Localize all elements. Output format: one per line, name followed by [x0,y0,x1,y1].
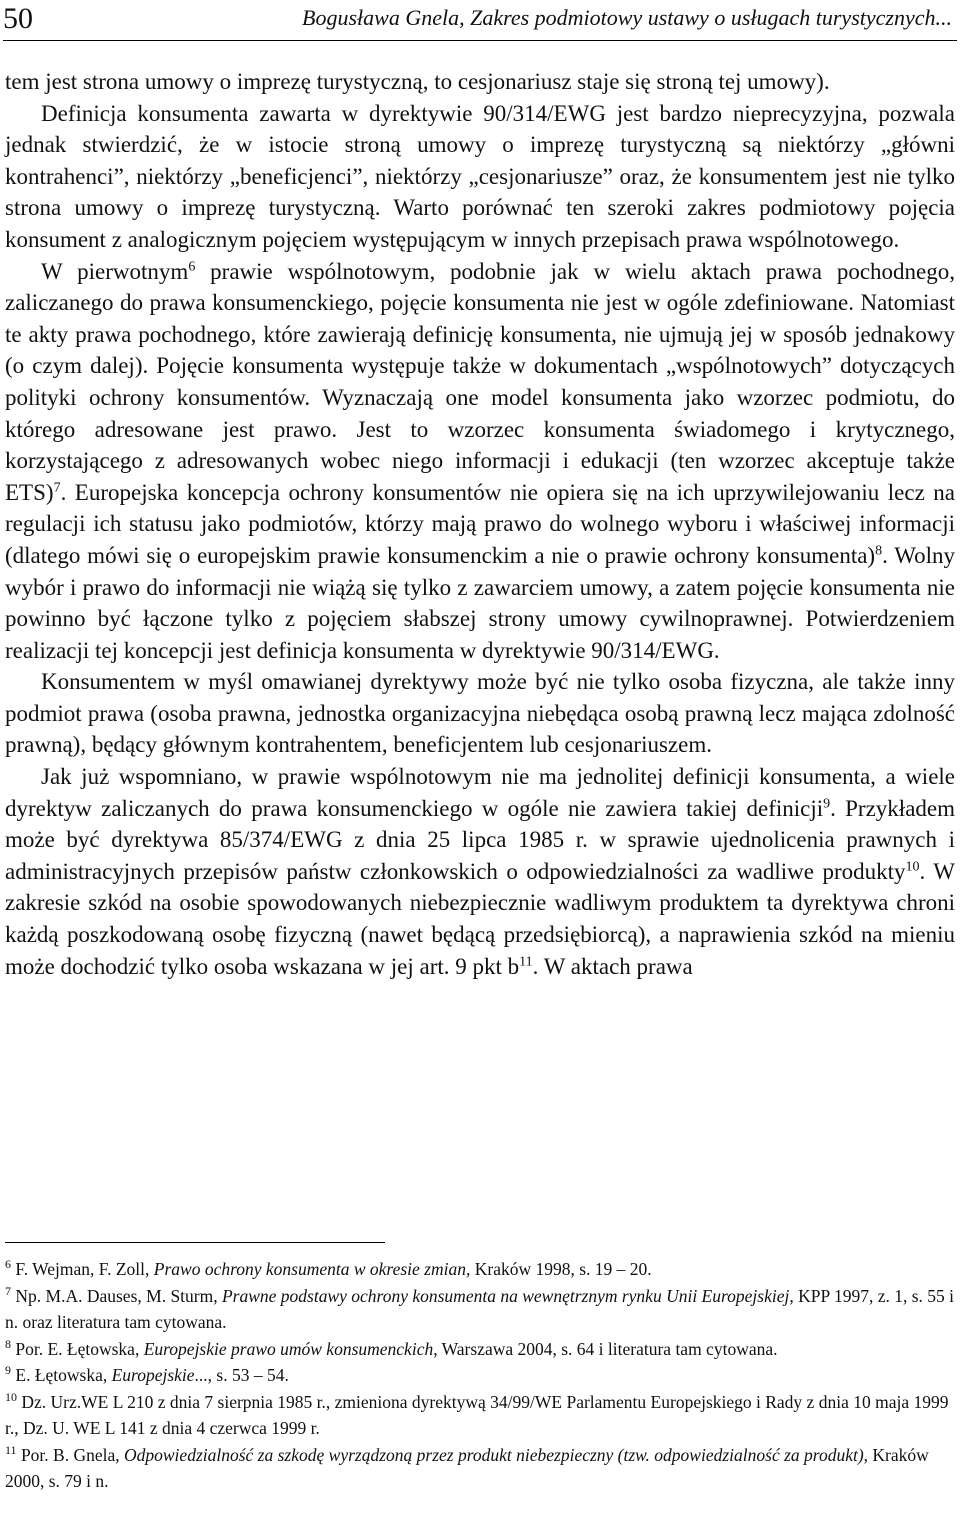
page-number: 50 [3,2,33,35]
footnote: $^7$ Np. M.A. Dauses, M. Sturm, Prawne podstawy ochrony konsumenta na wewnętrznym rynku Unii Europejskiej, KPP 1997, z. 1, s. 55 i n. oraz literatura tam cytowana. [5,1283,955,1332]
footnote-ref[interactable]: 8 [875,543,883,559]
page-header [3,0,958,40]
footnote-ref[interactable]: 9 [823,796,831,811]
paragraph: tem jest strona umowy o imprezę turystyczną, to cesjonariusz staje się stroną tej umowy). [5,69,830,94]
running-title: Bogusława Gnela, Zakres podmiotowy ustawy o usługach turystycznych... [302,5,952,30]
footnote: $^{10}$ Dz. Urz.WE L 210 z dnia 7 sierpnia 1985 r., zmieniona dyrektywą 34/99/WE Parlamentu Europejskiego i Rady z dnia 10 maja 1999 r., Dz. U. WE L 141 z dnia 4 czerwca 1999 r. [5,1389,949,1438]
footnote-ref[interactable]: 10 [905,859,920,875]
body-text [5,66,955,982]
paragraph: Definicja konsumenta zawarta w dyrektywie 90/314/EWG jest bardzo nieprecyzyjna, pozwala jednak stwierdzić, że w istocie stroną umowy o imprezę turystyczną są niektórzy „główni kontrahenci”, niektórzy „beneficjenci”, niektórzy „cesjonariusze” oraz, że konsumentem jest nie tylko strona umowy o imprezę turystyczną. Warto porównać ten szeroki zakres podmiotowy pojęcia konsument z analogicznym pojęciem występującym w innych przepisach prawa wspólnotowego. [5,100,955,252]
footnote: $^{11}$ Por. B. Gnela, Odpowiedzialność za szkodę wyrządzoną przez produkt niebezpieczny (tzw. odpowiedzialność za produkt), Kraków 2000, s. 79 i n. [5,1442,929,1491]
footnote-separator [5,1242,385,1243]
footnote: $^9$ E. Łętowska, Europejskie..., s. 53 – 54. [5,1363,289,1385]
paragraph: Jak już wspomniano, w prawie wspólnotowym nie ma jednolitej definicji konsumenta, a wiele dyrektyw zaliczanych do prawa konsumenckiego w ogóle nie zawiera takiej definicji$^9$. Przykładem może być dyrektywa 85/374/EWG z dnia 25 lipca 1985 r. w sprawie ujednolicenia prawnych i administracyjnych przepisów państw członkowskich o odpowiedzialności za wadliwe produkty$^{10}$. W zakresie szkód na osobie spowodowanych niebezpiecznie wadliwym produktem ta dyrektywa chroni każdą poszkodowaną osobę fizyczną (nawet będącą przedsiębiorcą), a naprawienia szkód na mieniu może dochodzić tylko osoba wskazana w jej art. 9 pkt $b^{11}$. W aktach prawa [5,764,955,979]
paragraph: W pierwotnym$^6$ prawie wspólnotowym, podobnie jak w wielu aktach prawa pochodnego, zaliczanego do prawa konsumenckiego, pojęcie konsumenta nie jest w ogóle zdefiniowane. Natomiast te akty prawa pochodnego, które zawierają definicję konsumenta, nie ujmują jej w sposób jednakowy (o czym dalej). Pojęcie konsumenta występuje także w dokumentach „wspólnotowych” dotyczących polityki ochrony konsumentów. Wyznaczają one model konsumenta jako wzorzec podmiotu, do którego adresowane jest prawo. Jest to wzorzec konsumenta świadomego i krytycznego, korzystającego z adresowanych wobec niego informacji i edukacji (ten wzorzec akceptuje także ETS)$^7$. Europejska koncepcja ochrony konsumentów nie opiera się na ich uprzywilejowaniu lecz na regulacji ich statusu jako podmiotów, którzy mają prawo do wolnego wyboru i właściwej informacji (dlatego mówi się o europejskim prawie konsumenckim a nie o prawie ochrony konsumenta)$^8$. Wolny wybór i prawo do informacji nie wiążą się tylko z zawarciem umowy, a zatem pojęcie konsumenta nie powinno być łączone tylko z pojęciem słabszej strony umowy cywilnoprawnej. Potwierdzeniem realizacji tej koncepcji jest definicja konsumenta w dyrektywie 90/314/EWG. [5,258,955,663]
footnotes [5,1256,955,1495]
footnote-ref[interactable]: 7 [53,480,61,496]
paragraph: Konsumentem w myśl omawianej dyrektywy może być nie tylko osoba fizyczna, ale także inny podmiot prawa (osoba prawna, jednostka organizacyjna niebędąca osobą prawną lecz mająca zdolność prawną), będący głównym kontrahentem, beneficjentem lub cesjonariuszem. [5,669,955,758]
footnote-ref[interactable]: 11 [519,953,533,969]
footnote-ref[interactable]: 6 [188,258,196,274]
footnote: $^6$ F. Wejman, F. Zoll, Prawo ochrony konsumenta w okresie zmian, Kraków 1998, s. 19 – 20. [5,1257,652,1279]
header-rule [3,40,957,41]
footnote: $^8$ Por. E. Łętowska, Europejskie prawo umów konsumenckich, Warszawa 2004, s. 64 i literatura tam cytowana. [5,1336,778,1359]
